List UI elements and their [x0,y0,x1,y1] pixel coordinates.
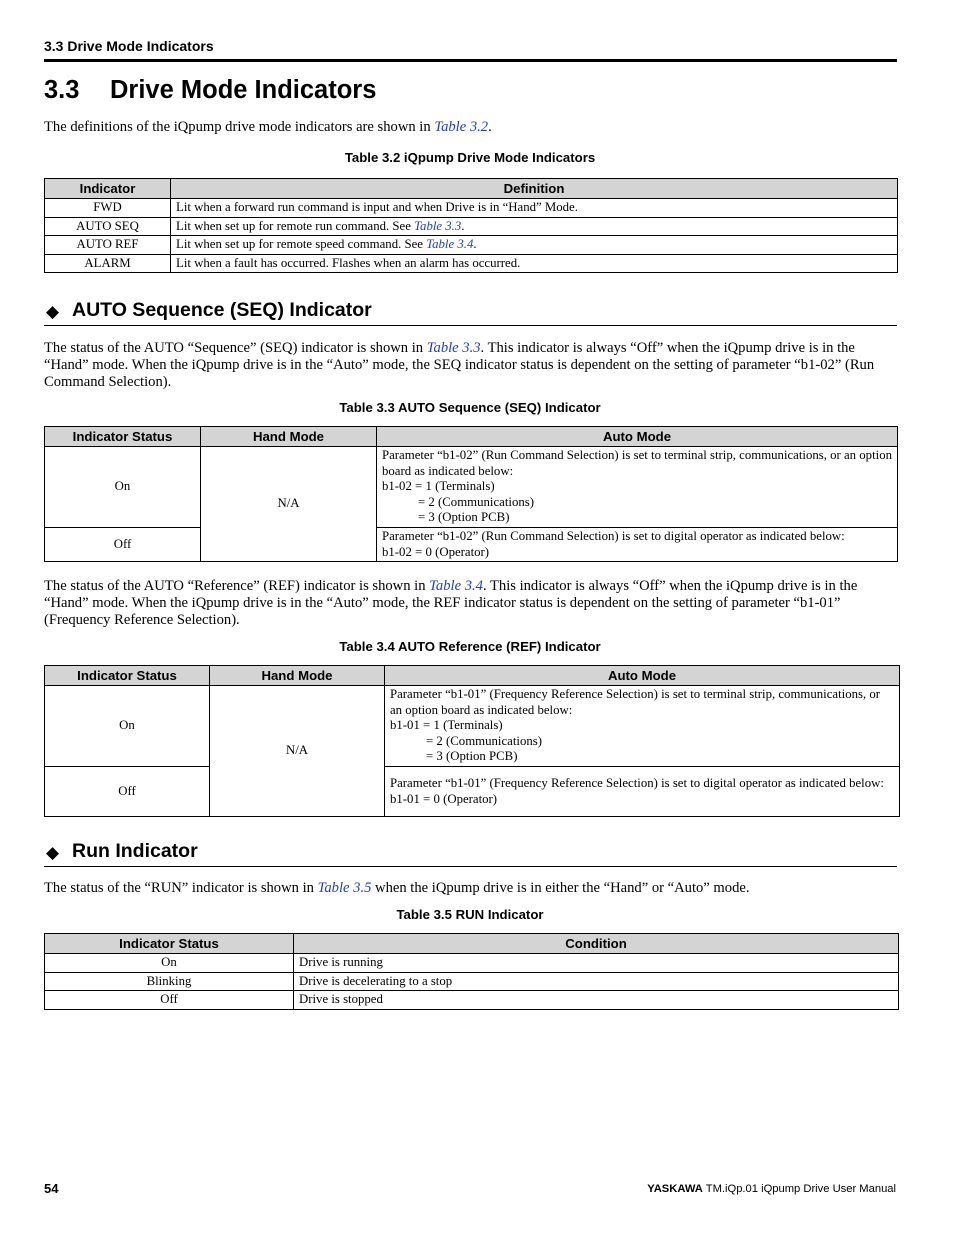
status-cell: On [45,954,294,973]
column-header: Indicator Status [45,427,201,447]
seq-paragraph: The status of the AUTO “Sequence” (SEQ) indicator is shown in Table 3.3. This indicator is always “Off” when the iQpump drive is in the “Hand” mode. When the iQpump drive is in the “Auto” mode, the SEQ indicator status is dependent on the setting of parameter “b1-02” (Run Command Selection). [44,340,875,390]
auto-mode-cell: Parameter “b1-01” (Frequency Reference Selection) is set to terminal strip, communications, or an option board as indicated below: b1-01 = 1 (Terminals) = 2 (Communications) = 3 (Option PCB) [385,686,900,767]
footer-manual-title [647,1183,896,1195]
footer-manual-name: TM.iQp.01 iQpump Drive User Manual [702,1183,896,1195]
condition-cell: Drive is stopped [294,991,899,1010]
table-3-5-caption: Table 3.5 RUN Indicator [396,907,544,922]
table-3-2-link[interactable]: Table 3.2 [434,119,489,135]
page-title [44,76,376,105]
table-row [45,954,899,973]
indicator-cell: FWD [45,199,171,218]
condition-cell: Drive is running [294,954,899,973]
table-3-4-link[interactable]: Table 3.4 [429,578,483,594]
column-header: Hand Mode [201,427,377,447]
column-header: Indicator Status [45,934,294,954]
status-cell: On [45,686,210,767]
ref-paragraph: The status of the AUTO “Reference” (REF) indicator is shown in Table 3.4. This indicator is always “Off” when the iQpump drive is in the “Hand” mode. When the iQpump drive is in the “Auto” mode, the REF indicator status is dependent on the setting of parameter “b1-01” (Frequency Reference Selection). [44,578,858,628]
condition-cell: Drive is decelerating to a stop [294,972,899,991]
table-3-4 [44,665,900,817]
header-rule [44,59,897,62]
table-row [45,236,898,255]
table-row [45,199,898,218]
definition-cell: Lit when set up for remote speed command. See Table 3.4. [171,236,898,255]
section-title: Drive Mode Indicators [110,76,377,104]
table-row [45,767,900,817]
auto-mode-cell: Parameter “b1-01” (Frequency Reference Selection) is set to digital operator as indicated below: b1-01 = 0 (Operator) [385,767,900,817]
table-3-5-link[interactable]: Table 3.5 [317,880,372,896]
table-row [45,991,899,1010]
running-head: 3.3 Drive Mode Indicators [44,38,214,54]
table-3-3-link[interactable]: Table 3.3 [414,218,462,233]
table-row [45,528,898,562]
column-header: Auto Mode [385,666,900,686]
table-row [45,447,898,528]
indicator-cell: AUTO REF [45,236,171,255]
page-number: 54 [44,1181,59,1196]
indicator-cell: AUTO SEQ [45,217,171,236]
table-3-2 [44,178,898,273]
status-cell: Off [45,528,201,562]
diamond-bullet-icon: ◆ [46,843,60,862]
run-paragraph: The status of the “RUN” indicator is shown in Table 3.5 when the iQpump drive is in either the “Hand” or “Auto” mode. [44,880,750,896]
status-cell: Off [45,767,210,817]
table-row [45,686,900,767]
indicator-cell: ALARM [45,254,171,273]
run-heading-text: Run Indicator [72,840,198,862]
seq-heading-text: AUTO Sequence (SEQ) Indicator [72,299,372,321]
table-row [45,217,898,236]
table-3-3 [44,426,898,562]
status-cell: Blinking [45,972,294,991]
column-header: Indicator Status [45,666,210,686]
section-number: 3.3 [44,76,80,104]
table-3-3-link[interactable]: Table 3.3 [426,340,481,356]
footer-brand: YASKAWA [647,1183,703,1195]
auto-mode-cell: Parameter “b1-02” (Run Command Selection) is set to terminal strip, communications, or an option board as indicated below: b1-02 = 1 (Terminals) = 2 (Communications) = 3 (Option PCB) [377,447,898,528]
intro-paragraph [44,119,896,136]
hand-mode-cell: N/A [201,447,377,562]
column-header: Auto Mode [377,427,898,447]
column-header: Indicator [45,179,171,199]
definition-cell: Lit when a fault has occurred. Flashes when an alarm has occurred. [171,254,898,273]
seq-section-heading [44,299,897,326]
definition-cell: Lit when set up for remote run command. See Table 3.3. [171,217,898,236]
diamond-bullet-icon: ◆ [46,302,60,321]
auto-mode-cell: Parameter “b1-02” (Run Command Selection) is set to digital operator as indicated below: b1-02 = 0 (Operator) [377,528,898,562]
table-3-5 [44,933,899,1010]
run-section-heading [44,840,897,867]
status-cell: On [45,447,201,528]
table-3-2-caption: Table 3.2 iQpump Drive Mode Indicators [344,150,596,165]
table-3-3-caption: Table 3.3 AUTO Sequence (SEQ) Indicator [339,400,601,415]
table-row [45,254,898,273]
column-header: Condition [294,934,899,954]
intro-text-end: . [488,119,492,135]
table-3-4-link[interactable]: Table 3.4 [426,237,474,251]
table-row [45,972,899,991]
column-header: Hand Mode [210,666,385,686]
intro-text: The definitions of the iQpump drive mode indicators are shown in [44,119,435,135]
status-cell: Off [45,991,294,1010]
hand-mode-cell: N/A [210,686,385,817]
table-3-4-caption: Table 3.4 AUTO Reference (REF) Indicator [339,639,601,654]
column-header: Definition [171,179,898,199]
definition-cell: Lit when a forward run command is input and when Drive is in “Hand” Mode. [171,199,898,218]
